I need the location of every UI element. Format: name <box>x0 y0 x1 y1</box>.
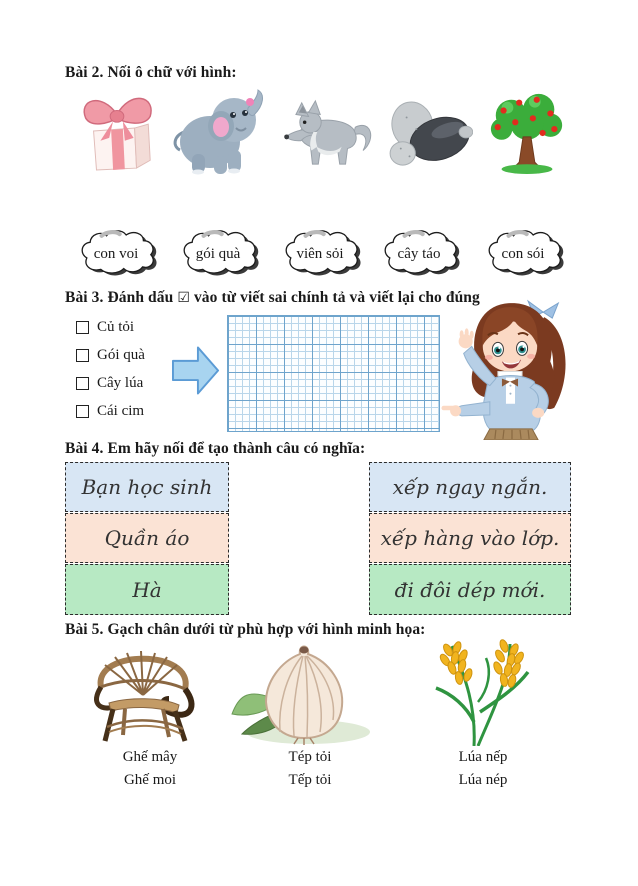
word-options-garlic <box>240 746 380 792</box>
gift-box-image <box>74 88 160 172</box>
word-option[interactable]: Ghế mây <box>122 749 178 765</box>
match-box-text: đi đôi dép mới. <box>394 577 546 602</box>
word-option[interactable]: Lúa nếp <box>458 749 508 765</box>
cloud-label: cây táo <box>397 245 441 262</box>
cloud-label: con voi <box>93 245 139 262</box>
word-option[interactable]: Tép tỏi <box>288 749 332 765</box>
checkbox-label: Cái cim <box>97 402 145 419</box>
match-box-right-3[interactable] <box>369 564 571 615</box>
writing-practice-grid[interactable] <box>227 315 440 432</box>
right-arrow-icon <box>172 344 220 396</box>
checkbox[interactable] <box>76 377 89 390</box>
checkbox-item[interactable] <box>76 402 144 420</box>
elephant-illustration <box>170 86 266 176</box>
word-cloud-goi-qua[interactable] <box>179 224 261 282</box>
pebbles-image <box>383 98 473 168</box>
wolf-illustration <box>283 96 375 170</box>
word-option[interactable]: Ghế moi <box>123 772 177 788</box>
checkbox[interactable] <box>76 321 89 334</box>
checkbox-item[interactable] <box>76 346 145 364</box>
match-box-text: Quần áo <box>104 526 190 550</box>
match-box-left-3[interactable] <box>65 564 229 615</box>
checkbox-label: Gói quà <box>97 346 145 363</box>
checkbox-item[interactable] <box>76 374 143 392</box>
match-box-right-1[interactable] <box>369 462 571 512</box>
wicker-chair-image <box>84 643 204 745</box>
match-box-right-2[interactable] <box>369 513 571 563</box>
checkbox-label: Cây lúa <box>97 374 144 391</box>
checkbox-label: Củ tỏi <box>97 318 135 335</box>
apple-tree-illustration <box>486 90 568 174</box>
exercise3-title <box>65 289 480 307</box>
arrow-image <box>172 344 220 396</box>
rice-stalks-illustration <box>426 638 534 746</box>
word-cloud-con-voi[interactable] <box>77 224 159 282</box>
word-option[interactable]: Lúa nép <box>458 772 508 788</box>
rice-stalks-image <box>426 638 534 746</box>
cloud-label: gói quà <box>195 245 241 262</box>
wolf-image <box>283 96 375 170</box>
word-options-chair <box>80 746 220 792</box>
match-box-text: xếp hàng vào lớp. <box>380 526 560 550</box>
word-cloud-cay-tao[interactable] <box>380 224 462 282</box>
word-cloud-con-soi[interactable] <box>484 224 566 282</box>
exercise5-title: Bài 5. Gạch chân dưới từ phù hợp với hình minh họa: <box>65 621 426 638</box>
garlic-illustration <box>220 636 388 748</box>
elephant-image <box>170 86 266 176</box>
checked-box-glyph: ☑ <box>177 290 190 306</box>
apple-tree-image <box>486 90 568 174</box>
match-box-left-2[interactable] <box>65 513 229 563</box>
match-box-text: Bạn học sinh <box>81 475 213 499</box>
exercise2-title: Bài 2. Nối ô chữ với hình: <box>65 64 237 81</box>
gift-box-illustration <box>74 88 160 172</box>
girl-illustration <box>441 293 585 440</box>
word-cloud-vien-soi[interactable] <box>281 224 363 282</box>
checkbox-item[interactable] <box>76 318 134 336</box>
exercise4-title: Bài 4. Em hãy nối để tạo thành câu có nghĩa: <box>65 440 366 457</box>
wicker-chair-illustration <box>84 643 204 745</box>
word-option[interactable]: Tếp tỏi <box>288 772 332 788</box>
pebbles-illustration <box>383 98 473 168</box>
garlic-image <box>220 636 388 748</box>
girl-image <box>441 293 585 440</box>
cloud-label: con sói <box>501 245 545 262</box>
match-box-text: xếp ngay ngắn. <box>392 475 548 499</box>
checkbox[interactable] <box>76 349 89 362</box>
checkbox[interactable] <box>76 405 89 418</box>
cloud-label: viên sỏi <box>296 245 344 262</box>
word-options-rice <box>413 746 553 792</box>
exercise3-title-prefix: Bài 3. Đánh dấu <box>65 289 174 306</box>
exercise3-title-suffix: vào từ viết sai chính tả và viết lại cho đúng <box>193 289 480 306</box>
match-box-text: Hà <box>132 577 162 602</box>
match-box-left-1[interactable] <box>65 462 229 512</box>
